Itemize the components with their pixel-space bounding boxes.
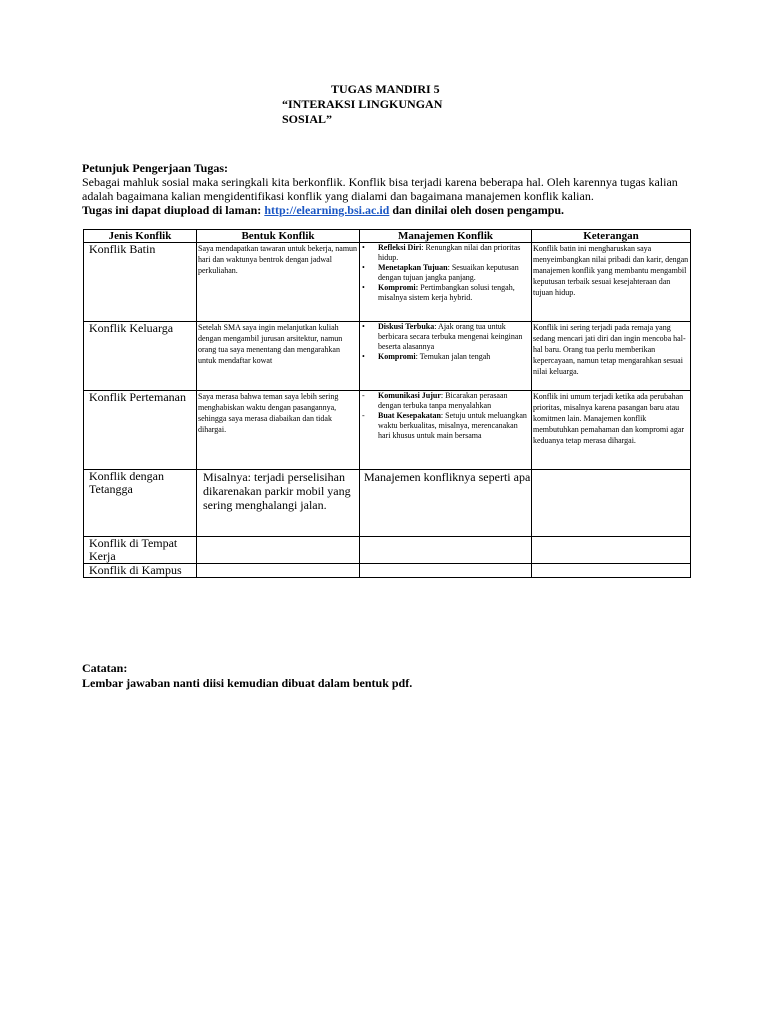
- header-bentuk: Bentuk Konflik: [197, 230, 360, 243]
- catatan-body: Lembar jawaban nanti diisi kemudian dibuat dalam bentuk pdf.: [82, 676, 413, 690]
- list-item: • Menetapkan Tujuan: Sesuaikan keputusan dengan tujuan jangka panjang.: [362, 263, 519, 282]
- header-manajemen: Manajemen Konflik: [360, 230, 532, 243]
- manajemen-cell[interactable]: [360, 243, 532, 322]
- instructions-heading: Petunjuk Pengerjaan Tugas:: [82, 161, 229, 175]
- keterangan-cell[interactable]: Konflik batin ini mengharuskan saya menyeimbangkan nilai pribadi dan karir, dengan manajemen konflik yang membantu mengambil keputusan terbaik sesuai kesejahteraan dan tujuan hidup.: [532, 243, 691, 322]
- keterangan-cell[interactable]: Konflik ini umum terjadi ketika ada perubahan prioritas, misalnya karena pasangan baru atau komitmen lain. Manajemen konflik membutuhkan pemahaman dan kompromi agar keduanya tetap merasa dihargai.: [532, 391, 691, 470]
- title-line-1: TUGAS MANDIRI 5: [331, 82, 440, 96]
- keterangan-cell[interactable]: [532, 470, 691, 537]
- list-item: • Diskusi Terbuka: Ajak orang tua untuk berbicara secara terbuka mengenai keinginan beserta alasannya: [362, 322, 523, 351]
- jenis-cell: Konflik Keluarga: [84, 322, 197, 391]
- jenis-cell: Konflik Batin: [84, 243, 197, 322]
- table-header-row: [84, 230, 691, 243]
- jenis-cell: Konflik dengan Tetangga: [84, 470, 197, 537]
- keterangan-cell[interactable]: [532, 564, 691, 578]
- list-item: • Refleksi Diri: Renungkan nilai dan prioritas hidup.: [362, 243, 521, 262]
- list-item: • Kompromi: Pertimbangkan solusi tengah, misalnya sistem kerja hybrid.: [362, 283, 515, 302]
- keterangan-cell[interactable]: [532, 537, 691, 564]
- manajemen-cell[interactable]: [360, 564, 532, 578]
- bentuk-cell[interactable]: [197, 537, 360, 564]
- bentuk-cell[interactable]: Saya mendapatkan tawaran untuk bekerja, namun hari dan waktunya bentrok dengan jadwal perkuliahan.: [197, 243, 360, 322]
- manajemen-cell[interactable]: [360, 322, 532, 391]
- manajemen-cell[interactable]: [360, 391, 532, 470]
- bentuk-cell[interactable]: Saya merasa bahwa teman saya lebih sering menghabiskan waktu dengan pasangannya, sehingga saya merasa diabaikan dan tidak dihargai.: [197, 391, 360, 470]
- table-row: [84, 391, 691, 470]
- catatan-heading: Catatan:: [82, 661, 128, 675]
- header-keterangan: Keterangan: [532, 230, 691, 243]
- bentuk-cell[interactable]: Setelah SMA saya ingin melanjutkan kuliah dengan mengambil jurusan arsitektur, namun orang tua saya menentang dan mengarahkan untuk mendaftar kowat: [197, 322, 360, 391]
- header-jenis: Jenis Konflik: [84, 230, 197, 243]
- title-line-2: “INTERAKSI LINGKUNGAN: [282, 97, 443, 111]
- catatan-section: [82, 661, 682, 691]
- document-title: [282, 82, 462, 127]
- jenis-cell: Konflik di Tempat Kerja: [84, 537, 197, 564]
- table-row: [84, 470, 691, 537]
- table-row: [84, 564, 691, 578]
- upload-prefix: Tugas ini dapat diupload di laman:: [82, 203, 265, 217]
- instructions-body: Sebagai mahluk sosial maka seringkali kita berkonflik. Konflik bisa terjadi karena beberapa hal. Oleh karennya tugas kalian adalah bagaimana kalian mengidentifikasi konflik yang dialami dan bagaimana manajemen konflik kalian.: [82, 175, 678, 203]
- table-row: [84, 537, 691, 564]
- keterangan-cell[interactable]: Konflik ini sering terjadi pada remaja yang sedang mencari jati diri dan ingin mencoba hal-hal baru. Orang tua perlu memberikan kepercayaan, namun tetap mengarahkan sesuai nilai keluarga.: [532, 322, 691, 391]
- manajemen-cell[interactable]: [360, 537, 532, 564]
- list-item: - Komunikasi Jujur: Bicarakan perasaan dengan terbuka tanpa menyalahkan: [362, 391, 508, 410]
- list-item: - Buat Kesepakatan: Setuju untuk meluangkan waktu berkualitas, misalnya, merencanakan hari khusus untuk main bersama: [362, 411, 527, 440]
- elearning-link[interactable]: http://elearning.bsi.ac.id: [264, 203, 390, 217]
- instructions: [82, 161, 682, 217]
- upload-suffix: dan dinilai oleh dosen pengampu.: [389, 203, 565, 217]
- table-row: [84, 243, 691, 322]
- bentuk-cell[interactable]: Misalnya: terjadi perselisihan dikarenakan parkir mobil yang sering menghalangi jalan.: [197, 470, 360, 537]
- manajemen-cell[interactable]: Manajemen konfliknya seperti apa: [360, 470, 532, 537]
- list-item: • Kompromi: Temukan jalan tengah: [362, 352, 491, 361]
- conflict-table: [83, 229, 691, 578]
- upload-instruction: [82, 203, 682, 217]
- jenis-cell: Konflik di Kampus: [84, 564, 197, 578]
- title-line-3: SOSIAL”: [282, 112, 333, 126]
- jenis-cell: Konflik Pertemanan: [84, 391, 197, 470]
- bentuk-cell[interactable]: [197, 564, 360, 578]
- table-row: [84, 322, 691, 391]
